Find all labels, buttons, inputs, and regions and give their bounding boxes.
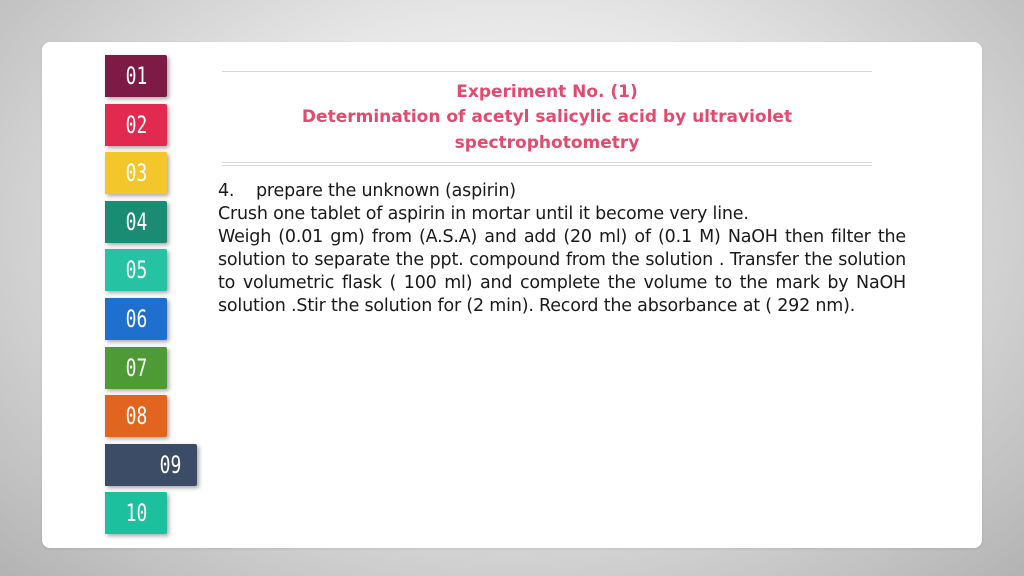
top-divider bbox=[222, 71, 872, 72]
tab-label: 05 bbox=[125, 256, 147, 285]
title-block bbox=[222, 71, 872, 165]
bottom-divider bbox=[222, 162, 872, 163]
tab-08[interactable] bbox=[105, 395, 167, 437]
step-title: prepare the unknown (aspirin) bbox=[256, 181, 516, 201]
experiment-title-line2: spectrophotometry bbox=[454, 133, 640, 153]
tab-09[interactable] bbox=[105, 444, 197, 486]
procedure-paragraph-2: Weigh (0.01 gm) from (A.S.A) and add (20 ml) of (0.1 M) NaOH then filter the solution to separate the ppt. compound from the solution . Transfer the solution to volumetric flask ( 100 ml) and complete the volume to the mark by NaOH solution .Stir the solution for (2 min). Record the absorbance at ( 292 nm). bbox=[218, 227, 906, 316]
tab-10[interactable] bbox=[105, 492, 167, 534]
tab-label: 04 bbox=[125, 207, 147, 236]
experiment-number-title: Experiment No. (1) bbox=[456, 82, 638, 102]
tab-label: 07 bbox=[125, 353, 147, 382]
tab-label: 10 bbox=[125, 499, 147, 528]
tab-07[interactable] bbox=[105, 347, 167, 389]
tab-03[interactable] bbox=[105, 152, 167, 194]
bottom-divider-secondary bbox=[222, 165, 872, 166]
section-tabs bbox=[105, 55, 205, 545]
experiment-title-line1: Determination of acetyl salicylic acid by ultraviolet bbox=[301, 107, 793, 127]
step-heading bbox=[218, 180, 906, 203]
tab-05[interactable] bbox=[105, 249, 167, 291]
tab-label: 06 bbox=[125, 305, 147, 333]
tab-label: 02 bbox=[125, 110, 147, 139]
tab-label: 03 bbox=[125, 159, 147, 188]
tab-06[interactable] bbox=[105, 298, 167, 340]
procedure-text bbox=[218, 180, 906, 318]
tab-label: 08 bbox=[125, 402, 147, 431]
procedure-paragraph-1: Crush one tablet of aspirin in mortar until it become very line. bbox=[218, 204, 749, 224]
tab-label: 01 bbox=[125, 62, 147, 90]
step-number: 4. bbox=[218, 181, 235, 201]
tab-02[interactable] bbox=[105, 104, 167, 146]
tab-label: 09 bbox=[159, 450, 182, 479]
tab-01[interactable] bbox=[105, 55, 167, 97]
tab-04[interactable] bbox=[105, 201, 167, 243]
